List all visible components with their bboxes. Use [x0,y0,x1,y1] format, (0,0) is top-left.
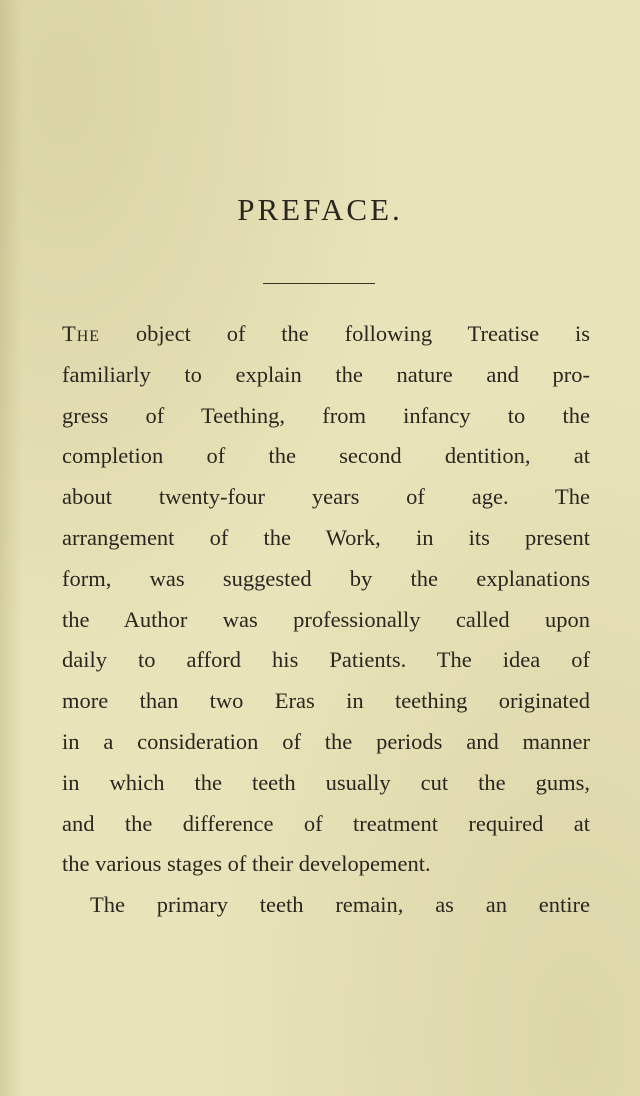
text-line-10: more than two Eras in teething originated [62,688,590,714]
text-line-12: in which the teeth usually cut the gums, [62,769,590,795]
text-line-14: the various stages of their developement. [62,851,431,877]
text-line-15: The primary teeth remain, as an entire [90,892,590,918]
text-line-9: daily to afford his Patients. The idea of [62,647,590,673]
text-line-3: gress of Teething, from infancy to the [62,402,590,428]
lead-word: The [62,321,101,346]
title-divider [263,283,375,284]
text-line-4: completion of the second dentition, at [62,443,590,469]
text-line-5: about twenty-four years of age. The [62,484,590,510]
text-line-6: arrangement of the Work, in its present [62,524,590,550]
preface-text [62,314,590,926]
text-line-2: familiarly to explain the nature and pro- [62,361,590,387]
text-line-1 [62,314,590,355]
text-line-11: in a consideration of the periods and manner [62,728,590,754]
page-title: PREFACE. [237,192,403,227]
text-line-1-rest: object of the following Treatise is [100,321,590,346]
text-line-8: the Author was professionally called upon [62,606,590,632]
text-line-13: and the difference of treatment required at [62,810,590,836]
text-line-7: form, was suggested by the explanations [62,565,590,591]
